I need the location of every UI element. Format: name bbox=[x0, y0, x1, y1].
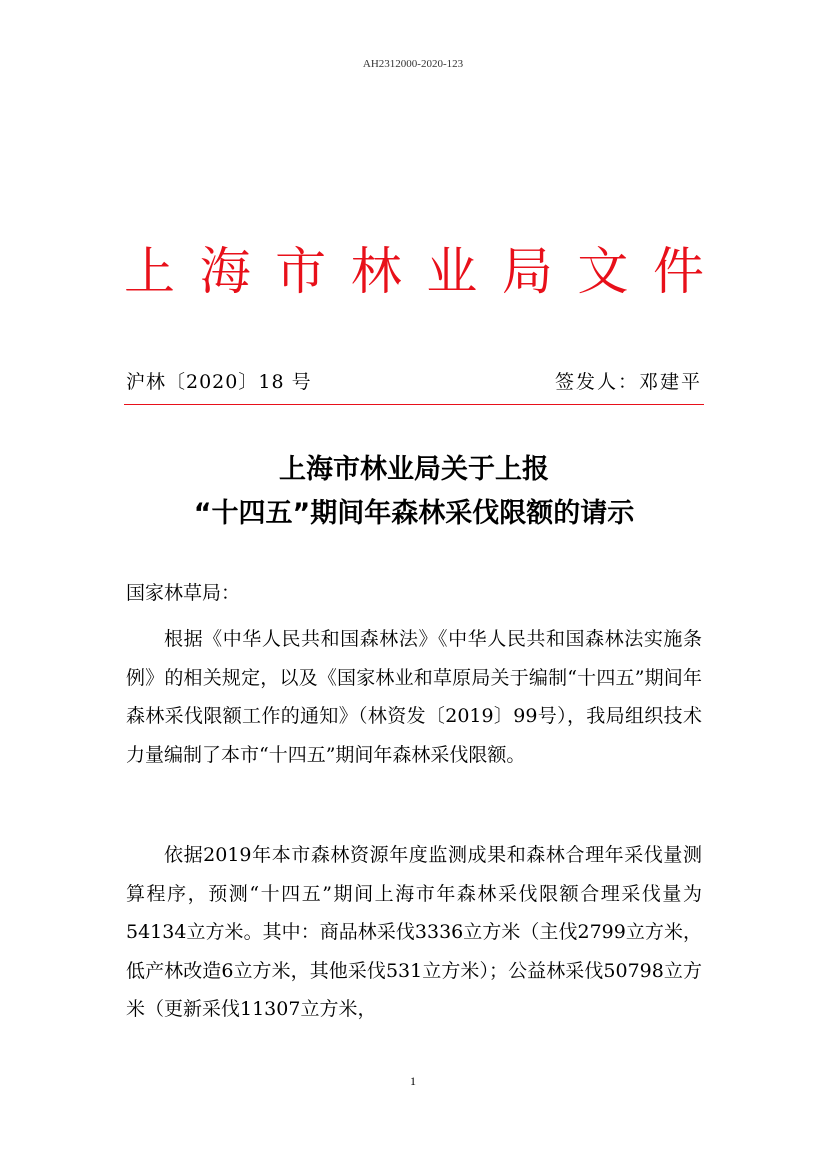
masthead-title bbox=[124, 238, 704, 308]
body-paragraph: 根据《中华人民共和国森林法》《中华人民共和国森林法实施条例》的相关规定，以及《国家林业和草原局关于编制“十四五”期间年森林采伐限额工作的通知》（林资发〔2019〕99号），我局组织技术力量编制了本市“十四五”期间年森林采伐限额。 bbox=[126, 628, 702, 766]
document-number: 沪林〔2020〕18 号 bbox=[126, 371, 312, 393]
document-title bbox=[124, 448, 704, 536]
masthead-char: 上 bbox=[124, 243, 176, 302]
document-code: AH2312000-2020-123 bbox=[362, 58, 464, 70]
masthead-char: 文 bbox=[577, 243, 629, 302]
masthead-char: 业 bbox=[426, 243, 478, 302]
title-line-1: 上海市林业局关于上报 bbox=[279, 454, 549, 485]
document-info-row bbox=[126, 368, 702, 396]
masthead-char: 局 bbox=[501, 243, 553, 302]
signer: 签发人：邓建平 bbox=[554, 371, 702, 393]
body-paragraph: 依据2019年本市森林资源年度监测成果和森林合理年采伐量测算程序，预测“十四五”期间上海市年森林采伐限额合理采伐量为54134立方米。其中：商品林采伐3336立方米（主伐2799立方米，低产林改造6立方米，其他采伐531立方米）；公益林采伐50798立方米（更新采伐11307立方米， bbox=[126, 844, 702, 1020]
masthead-char: 件 bbox=[652, 243, 704, 302]
title-line-2: “十四五”期间年森林采伐限额的请示 bbox=[193, 498, 635, 529]
masthead-char: 林 bbox=[350, 243, 402, 302]
masthead-char: 市 bbox=[275, 243, 327, 302]
masthead-char: 海 bbox=[199, 243, 251, 302]
red-divider bbox=[124, 404, 704, 405]
addressee: 国家林草局： bbox=[126, 582, 241, 604]
page-number: 1 bbox=[410, 1074, 416, 1088]
